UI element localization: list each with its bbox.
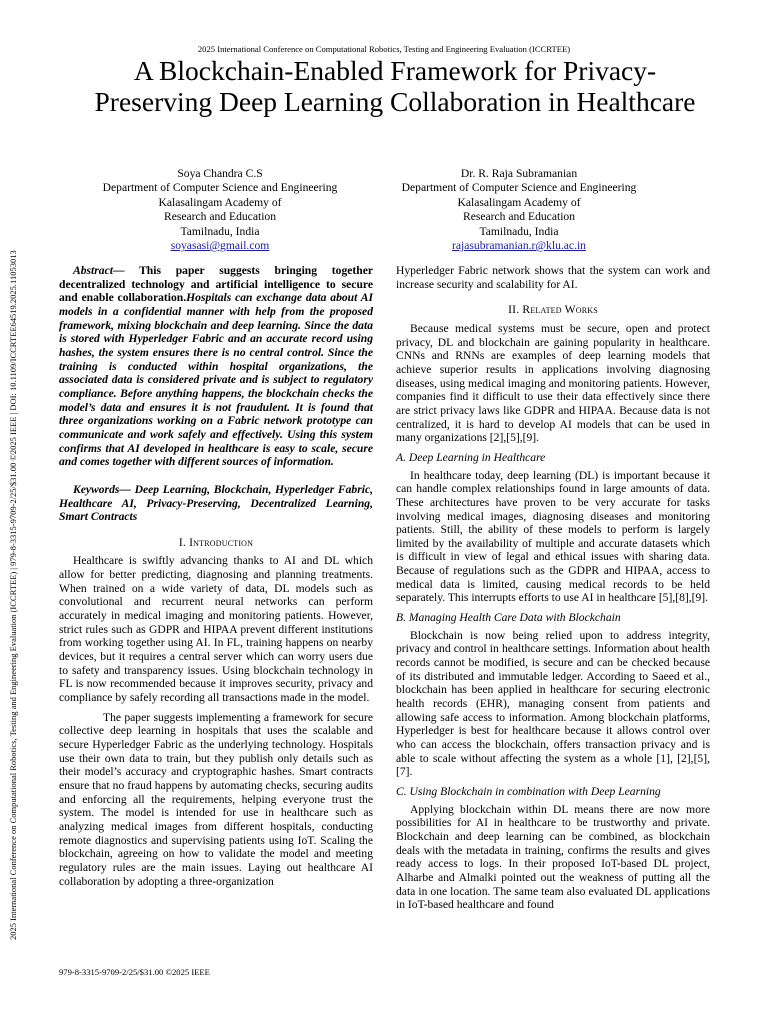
- paper-title: A Blockchain-Enabled Framework for Privacy-Preserving Deep Learning Collaboration in Healthcare: [94, 55, 696, 117]
- author-institution-line2: Research and Education: [163, 210, 277, 224]
- section-heading-introduction: I. Introduction: [178, 535, 254, 549]
- abstract: [59, 264, 373, 469]
- subsection-heading-b: B. Managing Health Care Data with Blockchain: [396, 611, 621, 625]
- author-institution-line2: Research and Education: [462, 210, 576, 224]
- author-institution: Kalasalingam Academy of: [457, 195, 581, 209]
- subsection-heading-a: A. Deep Learning in Healthcare: [396, 450, 546, 464]
- subsection-heading-c: C. Using Blockchain in combination with Deep Learning: [396, 784, 661, 798]
- subsection-c-paragraph: Applying blockchain within DL means there are now more possibilities for AI in healthcare to be trustworthy and private. Blockchain and deep learning can be combined, as blockchain deals with the metadata in training, confirms the results and gives ready access to logs. In their proposed IoT-based DL project, Alharbe and Almalki pointed out the weakness of putting all the data in one location. The same team also evaluated DL applications in IoT-based healthcare and found: [396, 802, 710, 912]
- author-block-1: [65, 167, 375, 253]
- intro-paragraph-1: Healthcare is swiftly advancing thanks to AI and DL which allow for better predicting, diagnosing and planning treatments. When trained on a wide variety of data, DL models such as convolutional and recurrent neural networks can perform accurately in medical imaging and monitoring patients. However, strict rules such as GDPR and HIPAA prevent different institutions from working together using AI. In FL, training happens on nearby devices, but it requires a central server which can worry users due to safety and transparency issues. Using blockchain technology in FL is now recommended because it improves security, privacy and compliance by safely recording all transactions made in the model.: [59, 554, 373, 705]
- intro-continuation: Hyperledger Fabric network shows that the system can work and increase security and scalability for AI.: [396, 264, 710, 291]
- keywords-label: Keywords—: [73, 482, 131, 496]
- subsection-a-paragraph: In healthcare today, deep learning (DL) is important because it can handle complex relationships found in large amounts of data. These architectures have proven to be very accurate for tasks involving medical images, diagnosing diseases and monitoring patients. Still, the ability of these models to perform is largely limited by the availability of multiple and accurate datasets which is difficult in view of legal and ethical issues with sharing data. Because of regulations such as the GDPR and HIPAA, access to medical data is limited, causing medical records to be held separately. This interrupts efforts to use AI in healthcare [5],[8],[9].: [396, 468, 710, 605]
- keywords-text: Deep Learning, Blockchain, Hyperledger Fabric, Healthcare AI, Privacy-Preserving, Decentralized Learning, Smart Contracts: [59, 482, 373, 524]
- abstract-italic-text: Hospitals can exchange data about AI models in a confidential manner with help from the proposed framework, mixing blockchain and deep learning. Since the data is stored with Hyperledger Fabric and an accurate record using hashes, the system ensures there is no central control. Since the training is conducted within hospital organizations, the associated data is considered private and is subject to regulatory compliance. Before anything happens, the blockchain checks the model’s data and ensures it is not fraudulent. It is found that three organizations working on a Fabric network prototype can communicate and work safely and effectively. Using this system confirms that AI developed in healthcare is easy to scale, secure and comes together with different sources of information.: [59, 291, 373, 469]
- copyright-footer: 979-8-3315-9709-2/25/$31.00 ©2025 IEEE: [59, 967, 210, 977]
- doi-sidebar-text: 2025 International Conference on Computational Robotics, Testing and Engineering Evaluation (ICCRTEE) | 979-8-3315-9709-2/25/$31.00 ©2025 IEEE | DOI: 10.1109/ICCRTEE64519.2025.11053013: [8, 250, 18, 940]
- author-department: Department of Computer Science and Engineering: [401, 181, 637, 195]
- author-name: Soya Chandra C.S: [177, 167, 263, 180]
- intro-paragraph-2: The paper suggests implementing a framework for secure collective deep learning in hospitals that uses the scalable and secure Hyperledger Fabric as the underlying technology. Hospitals use their own data to train, but they publish only details such as their model’s accuracy and cryptographic hashes. Smart contracts ensure that no fraud happens by automating checks, securing audits and enforcing all the requirements, helping everyone trust the system. The model is intended for use in healthcare such as analyzing medical images from different hospitals, conducting remote diagnostics and supervising patients using IoT. Scaling the blockchain, agreeing on how to validate the model and meeting regulatory rules are the main issues. Laying out healthcare AI collaboration by adopting a three-organization: [59, 710, 373, 888]
- author-location: Tamilnadu, India: [479, 224, 559, 238]
- author-email-link[interactable]: soyasasi@gmail.com: [170, 239, 270, 253]
- author-department: Department of Computer Science and Engineering: [102, 181, 338, 195]
- author-institution: Kalasalingam Academy of: [158, 195, 282, 209]
- abstract-label: Abstract—: [73, 264, 125, 277]
- author-email-link[interactable]: rajasubramanian.r@klu.ac.in: [452, 239, 586, 253]
- author-block-2: [364, 167, 674, 253]
- left-column: [59, 264, 373, 888]
- section-heading-related-works: II. Related Works: [508, 303, 598, 317]
- conference-header: 2025 International Conference on Computational Robotics, Testing and Engineering Evaluation (ICCRTEE): [197, 44, 571, 54]
- related-works-paragraph: Because medical systems must be secure, open and protect privacy, DL and blockchain are gaining popularity in healthcare. CNNs and RNNs are examples of deep learning models that achieve superior results in applications involving diagnosing diseases, using medical imaging and monitoring patients. However, companies find it difficult to use their data effectively since there are strict privacy laws like GDPR and HIPAA. Because data is not centralized, it is hard to develop AI models that can be used in many organizations [2],[5],[9].: [396, 321, 710, 445]
- right-column: [396, 264, 710, 912]
- author-location: Tamilnadu, India: [180, 224, 260, 238]
- subsection-b-paragraph: Blockchain is now being relied upon to address integrity, privacy and control in healthcare settings. Information about health records cannot be modified, is secure and can be checked because of its distributed and immutable ledger. According to Saeed et al., blockchain has been applied in healthcare for securing electronic health records (EHR), managing consent from patients and allowing safe access to information. Among blockchain platforms, Hyperledger is best for healthcare because it allows control over who can access the blockchain, offers transaction privacy and is able to scale without affecting the system as a whole [1], [2],[5],[7].: [396, 628, 710, 779]
- abstract-bold-text: This paper suggests bringing together decentralized technology and artificial intelligence to secure and enable collaboration.: [59, 264, 373, 305]
- author-name: Dr. R. Raja Subramanian: [460, 167, 578, 180]
- keywords: [59, 483, 373, 524]
